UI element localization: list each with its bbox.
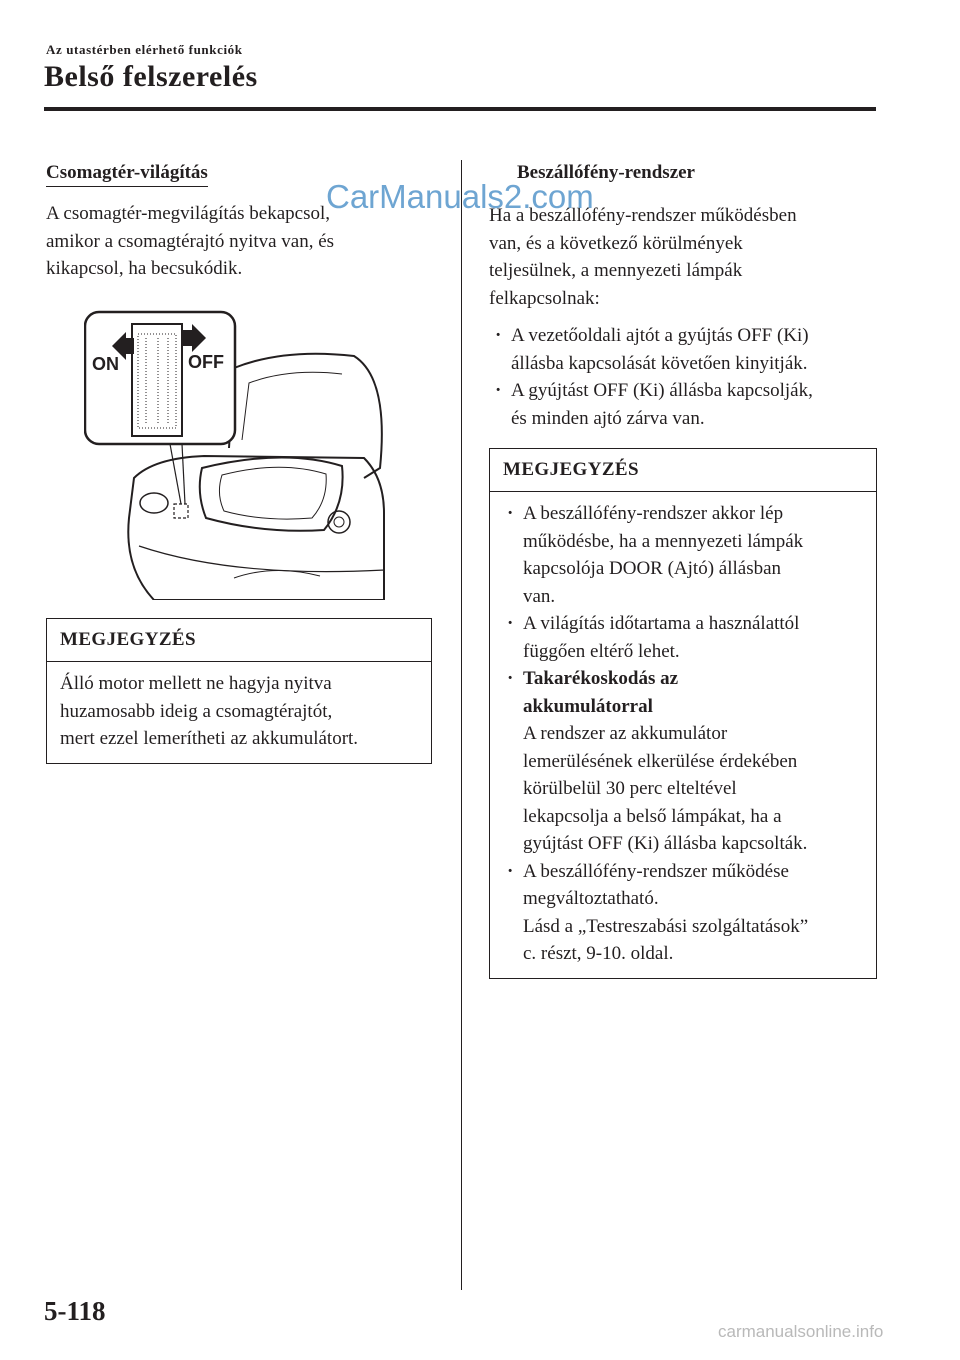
list-item-title: akkumulátorral xyxy=(523,695,653,717)
header-rule xyxy=(44,107,876,111)
paragraph-line: Ha a beszállófény-rendszer működésben xyxy=(489,205,797,226)
list-item xyxy=(503,665,863,858)
list-item-line: · A világítás időtartama a használattól xyxy=(523,613,800,634)
note-title: MEGJEGYZÉS xyxy=(490,449,876,492)
list-item-title: · Takarékoskodás az xyxy=(523,668,679,689)
note-body xyxy=(490,492,876,978)
on-label: ON xyxy=(92,354,119,374)
list-item-line: gyújtást OFF (Ki) állásba kapcsolták. xyxy=(523,833,808,854)
column-divider xyxy=(461,160,462,1290)
trunk-light-illustration xyxy=(84,308,394,600)
note-line: mert ezzel lemerítheti az akkumulátort. xyxy=(60,728,359,749)
note-body xyxy=(47,662,431,763)
list-item-line: kapcsolója DOOR (Ajtó) állásban xyxy=(523,558,782,579)
list-item-line: Lásd a „Testreszabási szolgáltatások” xyxy=(523,915,809,937)
note-title: MEGJEGYZÉS xyxy=(47,619,431,662)
paragraph-line: amikor a csomagtérajtó nyitva van, és xyxy=(46,230,335,252)
paragraph-line: A csomagtér-megvilágítás bekapcsol, xyxy=(46,203,331,224)
list-item-line: · A gyújtást OFF (Ki) állásba kapcsolják, xyxy=(511,380,813,401)
note-box-left xyxy=(46,618,432,764)
page-number: 5-118 xyxy=(44,1296,106,1326)
list-item xyxy=(503,610,863,665)
list-item-line: állásba kapcsolását követően kinyitják. xyxy=(511,352,808,374)
list-item-line: működésbe, ha a mennyezeti lámpák xyxy=(523,530,804,552)
note-line: huzamosabb ideig a csomagtérajtót, xyxy=(60,700,333,722)
list-item-line: lemerülésének elkerülése érdekében xyxy=(523,750,798,772)
paragraph-line: kikapcsol, ha becsukódik. xyxy=(46,258,243,279)
list-item xyxy=(491,322,881,377)
list-item-line: megváltoztatható. xyxy=(523,888,659,909)
list-item-line: függően eltérő lehet. xyxy=(523,640,680,662)
paragraph-line: felkapcsolnak: xyxy=(489,287,600,309)
off-label: OFF xyxy=(188,352,224,372)
list-item-line: · A beszállófény-rendszer akkor lép xyxy=(523,503,784,524)
left-column xyxy=(46,162,208,184)
entry-light-paragraph xyxy=(489,202,879,312)
list-item-line: · A vezetőoldali ajtót a gyújtás OFF (Ki) xyxy=(511,325,809,346)
watermark-text: CarManuals2.com xyxy=(326,178,594,215)
list-item-line: és minden ajtó zárva van. xyxy=(511,407,705,429)
paragraph-line: van, és a következő körülmények xyxy=(489,232,743,254)
chapter-subtitle: Az utastérben elérhető funkciók xyxy=(46,42,243,57)
list-item-line: · A beszállófény-rendszer működése xyxy=(523,860,789,882)
section-heading-entry-light: Beszállófény-rendszer xyxy=(517,162,695,183)
list-item-line: lekapcsolja a belső lámpákat, ha a xyxy=(523,805,782,827)
list-item-line: c. részt, 9-10. oldal. xyxy=(523,943,674,964)
entry-light-conditions xyxy=(491,322,881,432)
list-item xyxy=(503,500,863,610)
list-item-line: körülbelül 30 perc elteltével xyxy=(523,778,737,799)
list-item-line: A rendszer az akkumulátor xyxy=(523,723,728,744)
list-item-line: van. xyxy=(523,585,556,607)
page-title: Belső felszerelés xyxy=(44,60,258,93)
paragraph-line: teljesülnek, a mennyezeti lámpák xyxy=(489,260,743,281)
note-line: Álló motor mellett ne hagyja nyitva xyxy=(60,673,332,694)
list-item xyxy=(503,858,863,968)
footer-site-link[interactable]: carmanualsonline.info xyxy=(718,1322,884,1341)
list-item xyxy=(491,377,881,432)
note-box-right xyxy=(489,448,877,979)
section-heading-trunk-light: Csomagtér-világítás xyxy=(46,162,208,187)
